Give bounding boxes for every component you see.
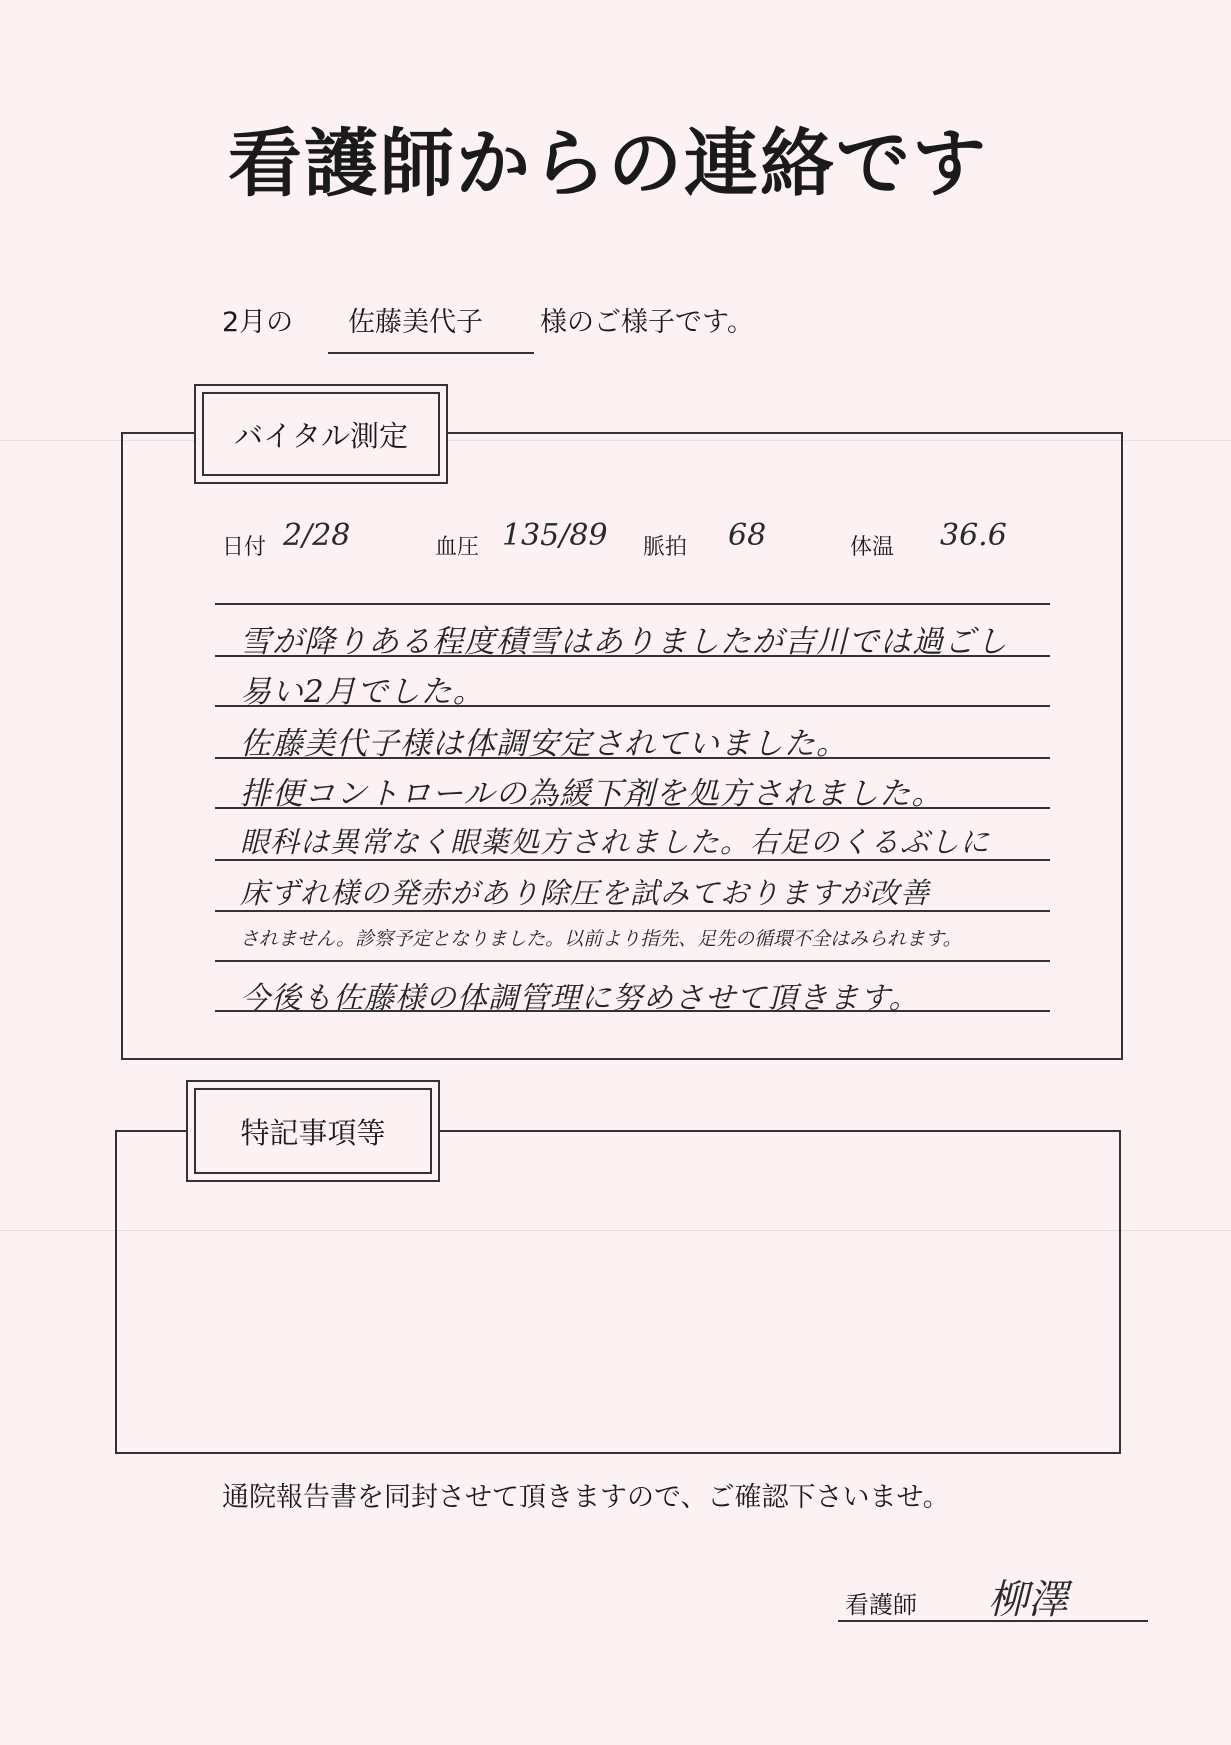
pulse-label: 脈拍: [643, 535, 688, 560]
patient-name-underline: [328, 352, 534, 354]
note-line: 雪が降りある程度積雪はありましたが吉川では過ごし: [240, 624, 1008, 660]
ruled-line: [215, 960, 1050, 962]
bp-label: 血圧: [435, 535, 480, 560]
header-suffix: 様のご様子です。: [540, 307, 754, 338]
pulse-value: 68: [728, 518, 767, 553]
note-line: 床ずれ様の発赤があり除圧を試みておりますが改善: [240, 876, 931, 910]
note-line: 佐藤美代子様は体調安定されていました。: [240, 726, 848, 762]
special-heading-label: 特記事項等: [240, 1115, 386, 1150]
note-line: 今後も佐藤様の体調管理に努めさせて頂きます。: [240, 981, 920, 1016]
special-section-heading: [186, 1080, 440, 1182]
month-prefix: 2月の: [222, 307, 294, 338]
ruled-line: [215, 603, 1050, 605]
page-title: 看護師からの連絡です: [228, 121, 988, 207]
note-line: 排便コントロールの為緩下剤を処方されました。: [240, 776, 944, 812]
temp-label: 体温: [850, 535, 895, 560]
nurse-label: 看護師: [845, 1591, 917, 1619]
date-value: 2/28: [283, 518, 351, 553]
note-line: されません。診察予定となりました。以前より指先、足先の循環不全はみられます。: [240, 928, 962, 950]
patient-name: 佐藤美代子: [348, 307, 483, 338]
nurse-signature-underline: [838, 1620, 1148, 1622]
note-line: 易い2月でした。: [240, 674, 485, 710]
note-line: 眼科は異常なく眼薬処方されました。右足のくるぶしに: [240, 825, 991, 859]
footer-note: 通院報告書を同封させて頂きますので、ご確認下さいませ。: [222, 1482, 950, 1513]
date-label: 日付: [222, 535, 267, 560]
temp-value: 36.6: [940, 518, 1007, 553]
vitals-heading-label: バイタル測定: [233, 418, 408, 453]
bp-value: 135/89: [502, 518, 608, 553]
vitals-section-heading: [194, 384, 448, 484]
nurse-signature: 柳澤: [988, 1577, 1068, 1623]
